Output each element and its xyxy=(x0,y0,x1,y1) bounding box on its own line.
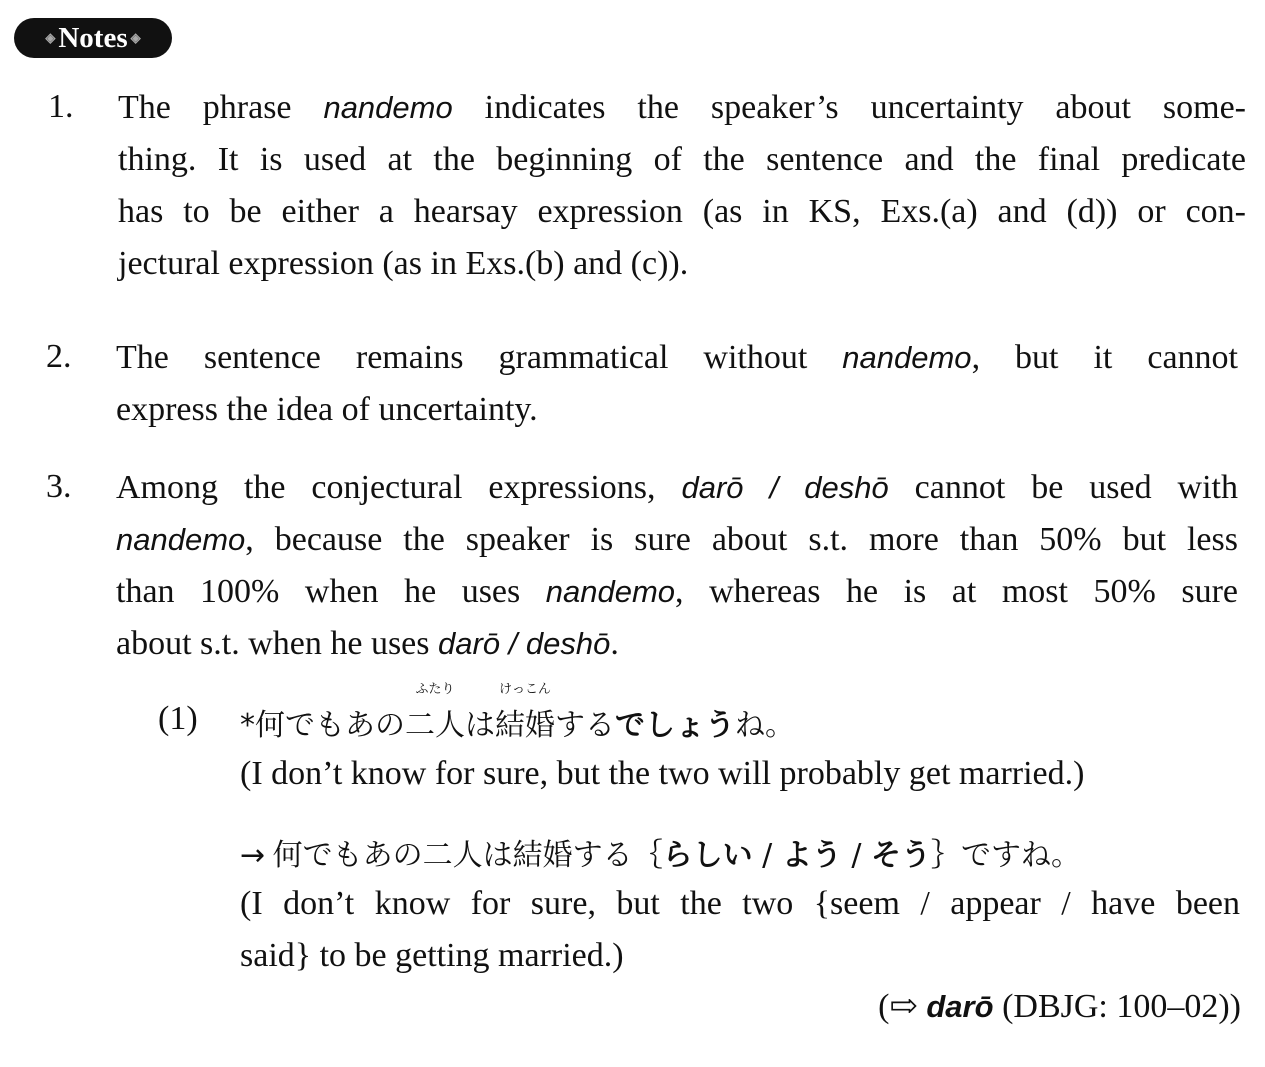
example-english-2 xyxy=(240,878,1240,982)
reference-term[interactable]: darō xyxy=(926,989,994,1024)
ruby-base: 二人 xyxy=(405,708,465,743)
example-japanese-1 xyxy=(240,682,795,744)
text-line xyxy=(118,82,1246,134)
italic-term: nandemo xyxy=(842,340,972,375)
note-number: 3. xyxy=(46,468,72,505)
jp-bold-text: よう xyxy=(781,838,842,873)
example-english-1: (I don’t know for sure, but the two will probably get married.) xyxy=(240,755,1085,792)
ruby-base: 結婚 xyxy=(495,708,555,743)
jp-text: *何でもあの xyxy=(240,708,405,743)
jp-text: ね。 xyxy=(735,708,795,743)
jp-text: 何でもあの二人は結婚する｛ xyxy=(272,838,663,873)
italic-term: darō / deshō xyxy=(438,626,611,661)
text-run: about s.t. when he uses xyxy=(116,625,439,662)
jp-text: / xyxy=(752,838,782,873)
text-run: Among the conjectural expressions, xyxy=(116,469,682,506)
jp-text: / xyxy=(841,838,872,873)
italic-term: nandemo xyxy=(323,90,453,125)
italic-term: nandemo xyxy=(116,522,246,557)
jp-bold-text: らしい xyxy=(662,838,753,873)
text-line xyxy=(116,462,1238,514)
text-run: , whereas he is at most 50% sure xyxy=(675,573,1238,610)
text-run: thing. It is used at the beginning of the sentence and the final predicate xyxy=(118,141,1246,178)
ruby-reading: ふたり xyxy=(415,682,455,697)
jp-bold-text: でしょう xyxy=(615,708,735,743)
text-line xyxy=(116,332,1238,384)
text-run: , because the speaker is sure about s.t. more than 50% but less xyxy=(245,521,1238,558)
example-label: (1) xyxy=(158,700,198,737)
text-run: . xyxy=(610,625,619,662)
reference-open: (⇨ xyxy=(878,988,927,1025)
text-run: The phrase xyxy=(118,89,324,126)
example-japanese-2 xyxy=(240,830,1081,874)
note-number: 1. xyxy=(48,88,74,125)
text-run: has to be either a hearsay expression (as in KS, Exs.(a) and (d)) or con- xyxy=(118,193,1246,230)
text-line xyxy=(116,514,1238,566)
note-2 xyxy=(116,332,1238,436)
text-run: express the idea of uncertainty. xyxy=(116,391,538,428)
text-line xyxy=(116,566,1238,618)
reference-rest: (DBJG: 100–02)) xyxy=(993,988,1241,1025)
notes-badge-label: Notes xyxy=(58,21,128,54)
ruby-word xyxy=(495,682,555,744)
text-run: The sentence remains grammatical without xyxy=(116,339,843,376)
notes-badge xyxy=(14,18,172,58)
text-line xyxy=(116,384,1238,436)
ruby-word xyxy=(405,682,465,744)
jp-text: は xyxy=(465,708,495,743)
ruby-reading: けっこん xyxy=(498,682,551,697)
text-line xyxy=(116,618,1238,670)
italic-term: darō / deshō xyxy=(681,470,889,505)
text-run: indicates the speaker’s uncertainty about some- xyxy=(452,89,1246,126)
text-line xyxy=(118,238,1246,290)
note-1 xyxy=(118,82,1246,290)
text-line xyxy=(118,134,1246,186)
text-run: cannot be used with xyxy=(888,469,1238,506)
text-line: said} to be getting married.) xyxy=(240,937,624,974)
cross-reference xyxy=(878,986,1241,1026)
jp-text: ｝ですね。 xyxy=(931,838,1082,873)
note-3 xyxy=(116,462,1238,670)
jp-bold-text: そう xyxy=(871,838,932,873)
text-line: (I don’t know for sure, but the two {seem / appear / have been xyxy=(240,885,1240,922)
text-run: than 100% when he uses xyxy=(116,573,546,610)
text-run: jectural expression (as in Exs.(b) and (c)). xyxy=(118,245,689,282)
note-number: 2. xyxy=(46,338,72,375)
italic-term: nandemo xyxy=(545,574,676,609)
text-run: , but it cannot xyxy=(971,339,1238,376)
text-line xyxy=(118,186,1246,238)
ornament-icon: ◈ xyxy=(130,30,141,45)
jp-text: する xyxy=(555,708,615,743)
arrow-icon: → xyxy=(240,838,266,873)
ornament-icon: ◈ xyxy=(45,30,56,45)
